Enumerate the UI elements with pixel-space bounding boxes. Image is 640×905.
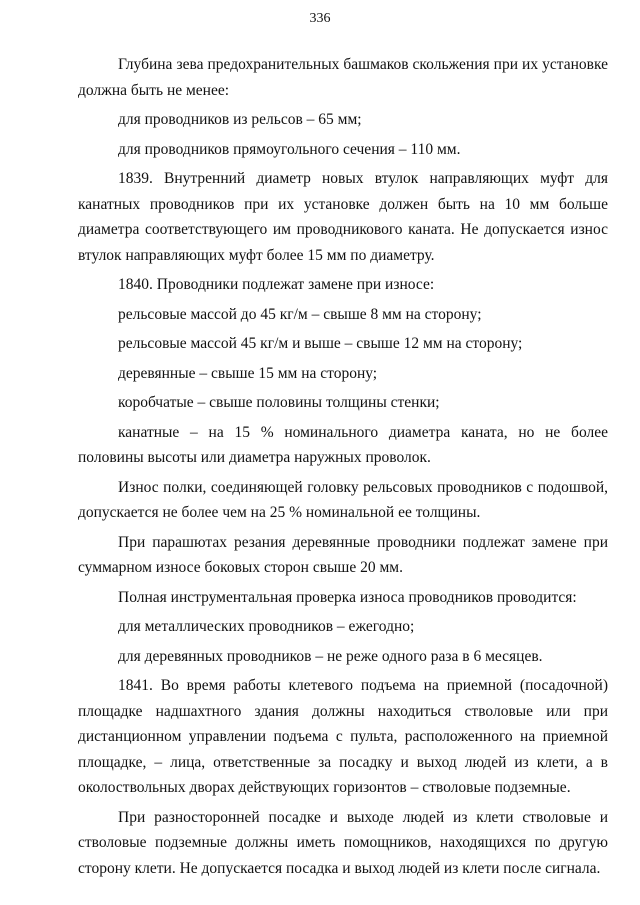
page-number: 336 [309, 11, 331, 26]
list-item-rail-light: рельсовые массой до 45 кг/м – свыше 8 мм на сторону; [118, 305, 482, 323]
paragraph-1841: 1841. Во время работы клетевого подъема на приемной (посадочной) площадке надшахтного здания должны находиться стволовые или при дистанционном управлении подъема с пульта, расположенного на приемной площадке, – лица, ответственные за посадку и выход людей из клети, а в околоствольных дворах действующих горизонтов – стволовые подземные. [78, 677, 608, 796]
list-item-rope: канатные – на 15 % номинального диаметра каната, но не более половины высоты или диаметра наружных проволок. [78, 423, 608, 466]
paragraph-1839: 1839. Внутренний диаметр новых втулок направляющих муфт для канатных проводников при их установке должен быть на 10 мм больше диаметра соответствующего им проводникового каната. Не допускается износ втулок направляющих муфт более 15 мм по диаметру. [78, 170, 608, 264]
list-item-rectangular-guides: для проводников прямоугольного сечения – 110 мм. [118, 140, 461, 158]
list-item-wooden: деревянные – свыше 15 мм на сторону; [118, 364, 378, 382]
paragraph-shoe-depth: Глубина зева предохранительных башмаков скольжения при их установке должна быть не менее: [78, 56, 608, 99]
paragraph-cutting-parachutes: При парашютах резания деревянные проводники подлежат замене при суммарном износе боковых сторон свыше 20 мм. [78, 533, 608, 576]
list-item-wooden-inspection: для деревянных проводников – не реже одного раза в 6 месяцев. [118, 647, 543, 665]
list-item-box: коробчатые – свыше половины толщины стенки; [118, 394, 440, 411]
list-item-rail-guides: для проводников из рельсов – 65 мм; [118, 111, 362, 128]
paragraph-flange-wear: Износ полки, соединяющей головку рельсовых проводников с подошвой, допускается не более чем на 25 % номинальной ее толщины. [78, 478, 608, 521]
document-body [78, 52, 608, 881]
paragraph-inspection: Полная инструментальная проверка износа проводников проводится: [118, 588, 577, 606]
list-item-rail-heavy: рельсовые массой 45 кг/м и выше – свыше 12 мм на сторону; [118, 335, 523, 352]
paragraph-two-sided-boarding: При разносторонней посадке и выходе людей из клети стволовые и стволовые подземные должны иметь помощников, находящихся по другую сторону клети. Не допускается посадка и выход людей из клети после сигнала. [78, 808, 608, 877]
paragraph-1840: 1840. Проводники подлежат замене при износе: [118, 276, 435, 293]
list-item-metal-inspection: для металлических проводников – ежегодно; [118, 618, 415, 635]
